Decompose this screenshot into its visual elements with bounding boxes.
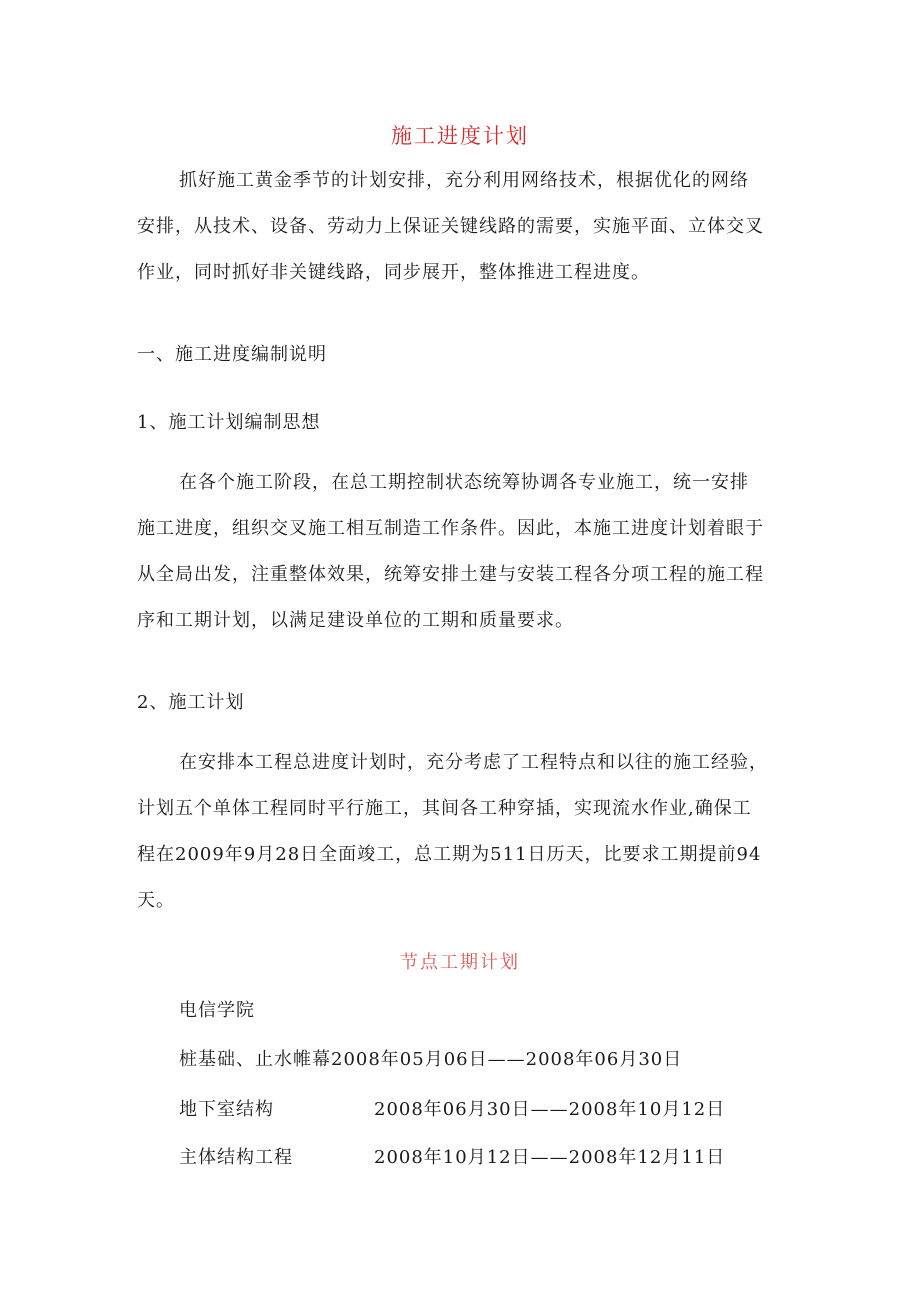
- document-title: 施工进度计划: [391, 124, 529, 148]
- intro-paragraph: [137, 158, 797, 296]
- schedule-item-name: 主体结构工程: [179, 1147, 293, 1168]
- schedule-row: [179, 1143, 726, 1169]
- paragraph-line: 施工进度，组织交叉施工相互制造工作条件。因此，本施工进度计划着眼于: [137, 518, 764, 539]
- schedule-title: 节点工期计划: [400, 952, 520, 973]
- plan-paragraph: [137, 740, 797, 924]
- paragraph-line: 程在2009年9月28日全面竣工，总工期为511日历天，比要求工期提前94: [137, 844, 762, 865]
- schedule-item-dates: 2008年06月30日——2008年10月12日: [374, 1099, 726, 1120]
- paragraph-line: 序和工期计划，以满足建设单位的工期和质量要求。: [137, 610, 574, 631]
- schedule-row: [179, 1095, 726, 1121]
- paragraph-line: 在各个施工阶段，在总工期控制状态统筹协调各专业施工，统一安排: [179, 472, 749, 493]
- section-heading: 一、施工进度编制说明: [137, 344, 327, 365]
- subsection-heading: 2、施工计划: [137, 692, 245, 713]
- schedule-item-name: 地下室结构: [179, 1099, 274, 1120]
- paragraph-line: 天。: [137, 890, 175, 911]
- paragraph-line: 从全局出发，注重整体效果，统筹安排土建与安装工程各分项工程的施工程: [137, 564, 764, 585]
- schedule-organization: 电信学院: [179, 1000, 255, 1021]
- schedule-item-name: 桩基础、止水帷幕: [179, 1049, 331, 1070]
- schedule-item-dates: 2008年10月12日——2008年12月11日: [374, 1147, 726, 1168]
- schedule-row: [179, 1045, 682, 1071]
- plan-thinking-paragraph: [137, 460, 797, 644]
- schedule-item-dates: 2008年05月06日——2008年06月30日: [331, 1049, 683, 1070]
- subsection-heading: 1、施工计划编制思想: [137, 412, 321, 433]
- paragraph-line: 作业，同时抓好非关键线路，同步展开，整体推进工程进度。: [137, 262, 650, 283]
- paragraph-line: 计划五个单体工程同时平行施工，其间各工种穿插，实现流水作业,确保工: [137, 798, 752, 819]
- paragraph-line: 在安排本工程总进度计划时，充分考虑了工程特点和以往的施工经验，: [179, 752, 768, 773]
- paragraph-line: 安排，从技术、设备、劳动力上保证关键线路的需要，实施平面、立体交叉: [137, 216, 764, 237]
- paragraph-line: 抓好施工黄金季节的计划安排，充分利用网络技术，根据优化的网络: [179, 170, 749, 191]
